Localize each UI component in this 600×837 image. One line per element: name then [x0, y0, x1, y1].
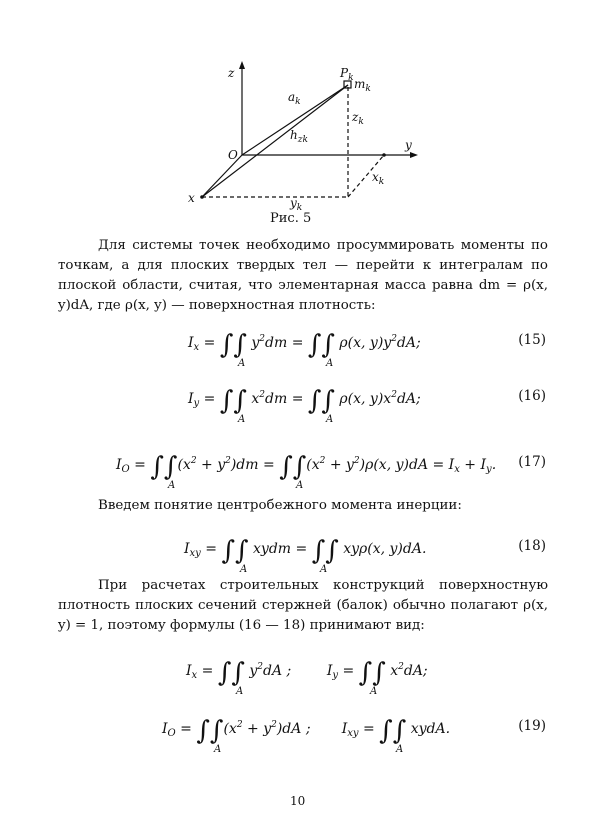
- label-origin: O: [228, 148, 238, 162]
- svg-text:Pk: $P_k$: [340, 66, 354, 83]
- label-y: y: [405, 138, 412, 152]
- label-mk: m: [354, 77, 366, 91]
- equation-16: $I_y$ = ∫∫ $x^2dm$ = ∫∫ ρ(x, $y)x^2dA$; A A (16): [188, 386, 546, 425]
- paragraph-3: При расчетах строительных конструкций поверхностную плотность плоских сечений стержней (балок) обычно полагают ρ(x, y) = 1, поэтому формулы (16 — 18) принимают вид:: [58, 578, 548, 633]
- equation-19-line-1: $I_x$ = ∫∫ $y^2dA$ ; $I_y$ = ∫∫ $x^2dA$; A A: [186, 658, 428, 697]
- label-z: z: [228, 66, 235, 80]
- line-hzk: [202, 85, 348, 197]
- equation-18: $I_{xy}$ = ∫∫ xydm = ∫∫ xyρ(x, y)dA. A A (18): [184, 536, 546, 575]
- svg-text:hzk: $h_{zk}$: [290, 128, 308, 145]
- label-xk: x: [372, 170, 379, 184]
- svg-text:zk: $z_k$: [352, 110, 364, 127]
- coordinate-figure: [180, 55, 430, 235]
- label-yk: y: [290, 196, 297, 210]
- page-number: 10: [290, 794, 306, 808]
- svg-text:yk: $y_k$: [290, 196, 303, 213]
- equation-number: (16): [518, 388, 546, 404]
- paragraph-2: Введем понятие центробежного момента инерции:: [98, 498, 462, 513]
- svg-text:mk: $m_k$: [354, 77, 371, 94]
- equation-number: (15): [518, 332, 546, 348]
- svg-text:xk: $x_k$: [372, 170, 385, 187]
- equation-number: (17): [518, 454, 546, 470]
- equation-15: $I_x$ = ∫∫ $y^2dm$ = ∫∫ ρ(x, $y)y^2dA$; A A (15): [188, 330, 546, 369]
- label-x: x: [188, 191, 195, 205]
- equation-number: (18): [518, 538, 546, 554]
- label-ak: a: [288, 90, 296, 104]
- label-pk: P: [340, 66, 349, 80]
- figure-caption: Рис. 5: [270, 211, 312, 226]
- label-hzk: h: [290, 128, 298, 142]
- label-zk: z: [352, 110, 359, 124]
- equation-number: (19): [518, 718, 546, 734]
- equation-17: $I_O = \int\int(x^2 + y^2)dm = \int\int(x^2 + y^2)\rho(x$, $y)dA = I_x + I_y$. A A (17): [116, 452, 546, 491]
- equation-19-line-2: $I_O = \int\int(x^2 + y^2)dA$ ; $I_{xy}$ = ∫∫ xydA. A A (19): [162, 716, 546, 755]
- paragraph-1: Для системы точек необходимо просуммировать моменты по точкам, а для плоских твердых тел — перейти к интегралам по плоской области, считая, что элементарная масса равна dm = ρ(x, y)dA, где ρ(x, y) — поверхностная плотность:: [58, 238, 548, 313]
- svg-text:ak: $a_k$: [288, 90, 301, 107]
